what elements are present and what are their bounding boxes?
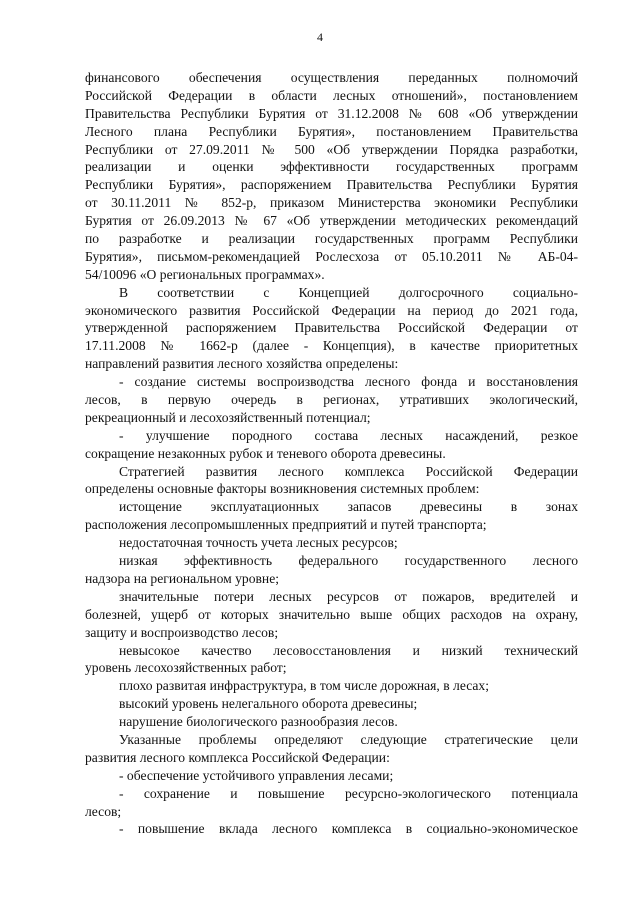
text-line: расположения лесопромышленных предприятий и путей транспорта; xyxy=(85,517,487,533)
text-line: от 30.11.2011 № 852-р, приказом Министерства экономики Республики xyxy=(85,195,578,211)
text-line: развития лесного комплекса Российской Федерации: xyxy=(85,749,390,765)
text-line: защиту и воспроизводство лесов; xyxy=(85,624,279,640)
text-line: низкая эффективность федерального государственного лесного xyxy=(119,553,578,569)
text-line: реализации и оценки эффективности государственных программ xyxy=(85,159,578,175)
text-line: - сохранение и повышение ресурсно-экологического потенциала xyxy=(119,785,578,801)
text-line: 54/10096 «О региональных программах». xyxy=(85,266,325,282)
text-line: Бурятия», письмом-рекомендацией Рослесхоза от 05.10.2011 № АБ-04- xyxy=(85,248,578,264)
text-line: Указанные проблемы определяют следующие стратегические цели xyxy=(119,731,578,747)
text-line: Лесного плана Республики Бурятия», постановлением Правительства xyxy=(85,123,578,139)
text-line: нарушение биологического разнообразия лесов. xyxy=(119,714,398,730)
text-line: - улучшение породного состава лесных насаждений, резкое xyxy=(119,427,578,443)
text-line: лесов; xyxy=(85,803,122,819)
text-line: финансового обеспечения осуществления переданных полномочий xyxy=(85,70,578,85)
text-line: - повышение вклада лесного комплекса в социально-экономическое xyxy=(119,821,578,837)
text-line: рекреационный и лесохозяйственный потенциал; xyxy=(85,409,371,425)
text-line: по разработке и реализации государственных программ Республики xyxy=(85,231,578,247)
text-line: В соответствии с Концепцией долгосрочного социально- xyxy=(119,284,578,300)
text-line: сокращение незаконных рубок и теневого оборота древесины. xyxy=(85,445,446,461)
text-line: Бурятия от 26.09.2013 № 67 «Об утверждении методических рекомендаций xyxy=(85,213,578,229)
text-line: недостаточная точность учета лесных ресурсов; xyxy=(119,535,398,551)
text-line: Республики Бурятия», распоряжением Правительства Республики Бурятия xyxy=(85,177,578,193)
text-line: болезней, ущерб от которых значительно выше общих расходов на охрану, xyxy=(85,606,578,622)
text-line: определены основные факторы возникновения системных проблем: xyxy=(85,481,480,497)
text-line: направлений развития лесного хозяйства определены: xyxy=(85,356,399,372)
text-line: надзора на региональном уровне; xyxy=(85,570,280,586)
text-line: Стратегией развития лесного комплекса Российской Федерации xyxy=(119,463,578,479)
text-line: Республики от 27.09.2011 № 500 «Об утверждении Порядка разработки, xyxy=(85,141,578,157)
text-line: - создание системы воспроизводства лесного фонда и восстановления xyxy=(119,374,578,390)
text-line: - обеспечение устойчивого управления лесами; xyxy=(119,767,394,783)
text-line: утвержденной распоряжением Правительства Российской Федерации от xyxy=(85,320,578,336)
text-line: 17.11.2008 № 1662-р (далее - Концепция), в качестве приоритетных xyxy=(85,338,578,354)
text-line: плохо развитая инфраструктура, в том числе дорожная, в лесах; xyxy=(119,678,490,694)
document-body xyxy=(85,69,578,838)
text-line: Российской Федерации в области лесных отношений», постановлением xyxy=(85,87,578,103)
text-line: лесов, в первую очередь в регионах, утративших экологический, xyxy=(85,392,578,408)
text-line: значительные потери лесных ресурсов от пожаров, вредителей и xyxy=(119,588,578,604)
text-line: Правительства Республики Бурятия от 31.12.2008 № 608 «Об утверждении xyxy=(85,105,578,121)
text-line: высокий уровень нелегального оборота древесины; xyxy=(119,696,418,712)
text-line: невысокое качество лесовосстановления и низкий технический xyxy=(119,642,578,658)
page-number: 4 xyxy=(317,30,323,44)
text-line: истощение эксплуатационных запасов древесины в зонах xyxy=(119,499,578,515)
text-line: экономического развития Российской Федерации на период до 2021 года, xyxy=(85,302,578,318)
text-line: уровень лесохозяйственных работ; xyxy=(85,660,287,676)
